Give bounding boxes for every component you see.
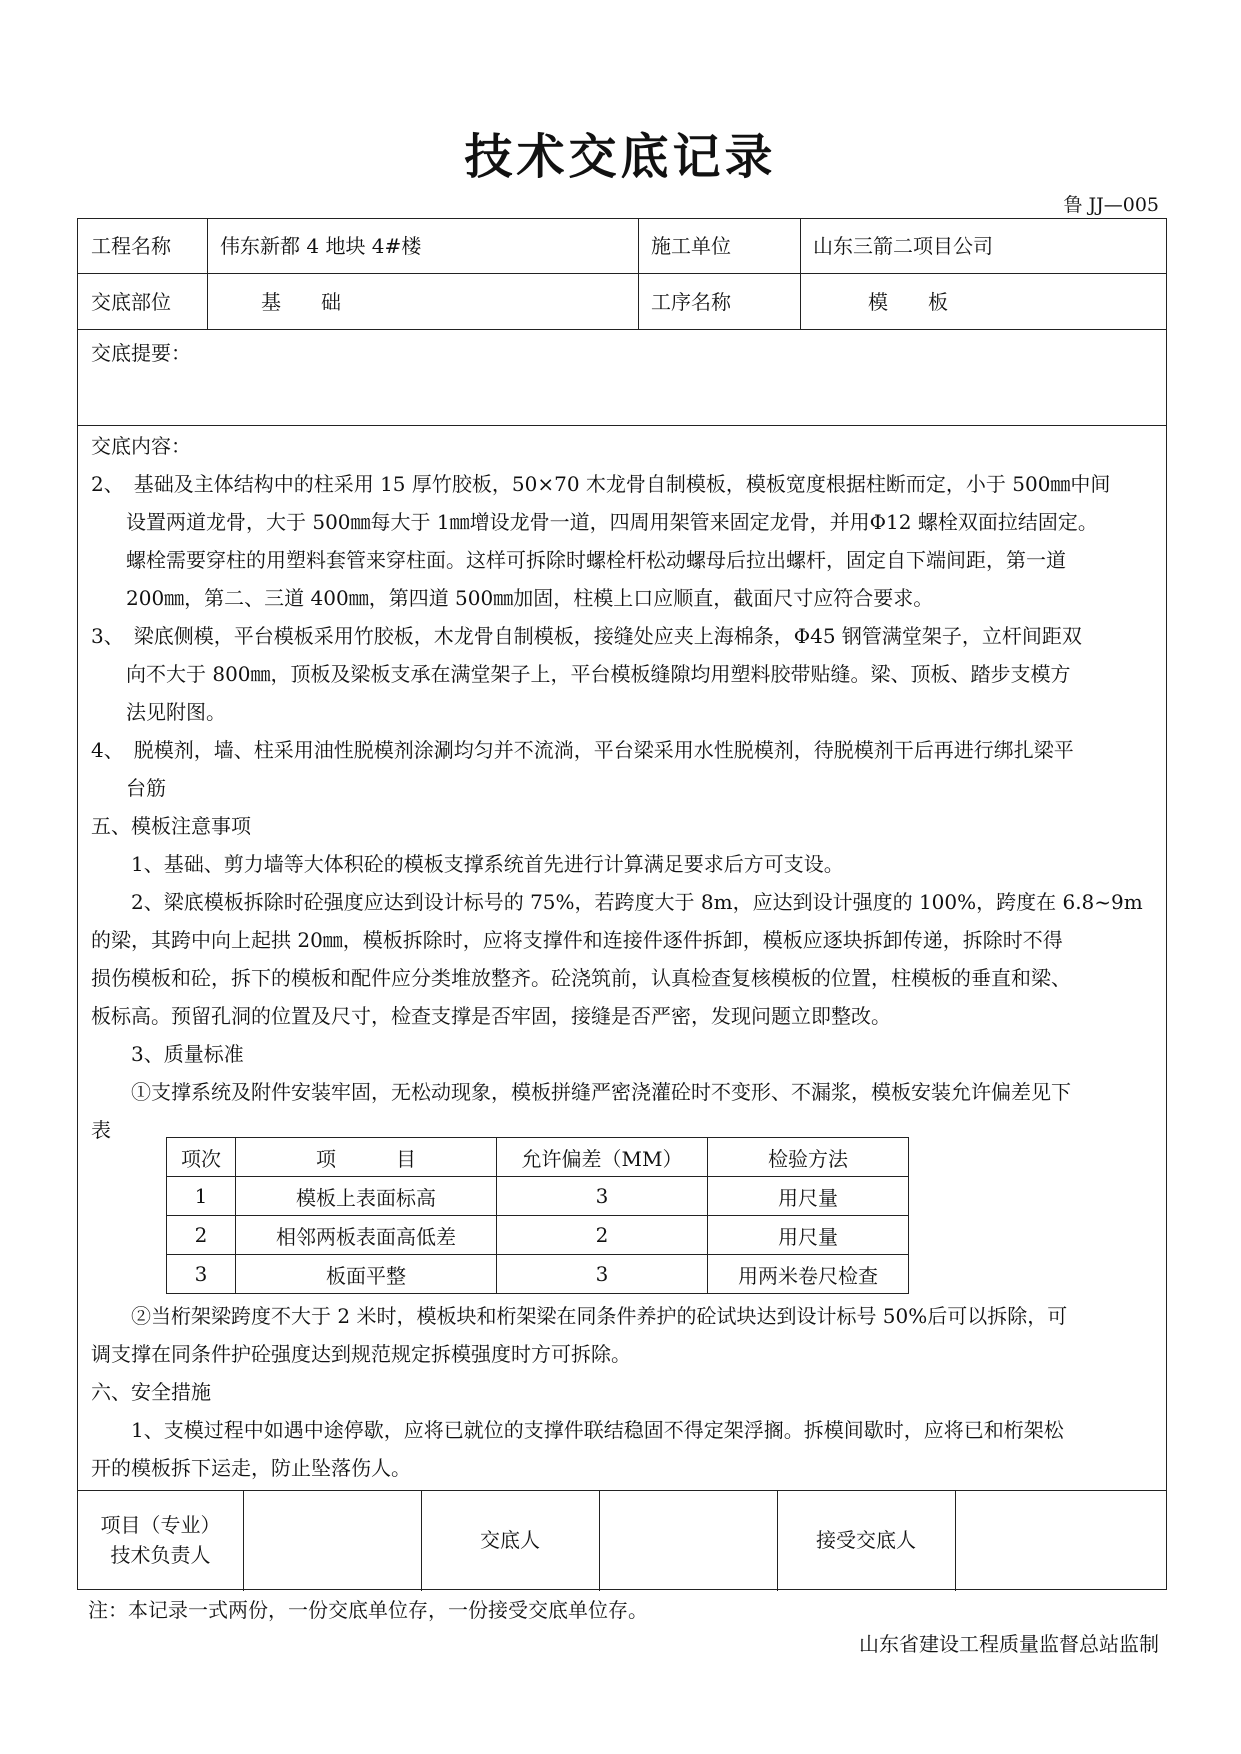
project-name-label: 工程名称 <box>91 234 171 258</box>
content-line: 2、 基础及主体结构中的柱采用 15 厚竹胶板，50×70 木龙骨自制模板，模板宽度根据柱断而定，小于 500㎜中间 <box>91 472 1111 496</box>
content-line: 螺栓需要穿柱的用塑料套管来穿柱面。这样可拆除时螺栓杆松动螺母后拉出螺杆，固定自下端间距，第一道 <box>126 548 1066 572</box>
table-cell: 相邻两板表面高低差 <box>236 1216 497 1255</box>
divider <box>955 1490 956 1591</box>
table-header: 项 目 <box>236 1138 497 1177</box>
divider <box>78 329 1166 330</box>
tech-lead-label-line1: 项目（专业） <box>100 1513 221 1537</box>
table-cell: 用两米卷尺检查 <box>708 1255 909 1294</box>
table-header-row <box>167 1138 909 1177</box>
divider <box>800 219 801 329</box>
table-cell: 2 <box>497 1216 708 1255</box>
section-heading: 五、模板注意事项 <box>91 814 251 838</box>
tech-lead-label-line2: 技术负责人 <box>110 1543 211 1567</box>
table-cell: 用尺量 <box>708 1216 909 1255</box>
content-line: 损伤模板和砼，拆下的模板和配件应分类堆放整齐。砼浇筑前，认真检查复核模板的位置，柱模板的垂直和梁、 <box>91 966 1071 990</box>
content-line: 3、 梁底侧模，平台模板采用竹胶板，木龙骨自制模板，接缝处应夹上海棉条，Φ45 钢管满堂架子，立杆间距双 <box>91 624 1082 648</box>
process-name-label: 工序名称 <box>651 290 731 314</box>
presenter-label: 交底人 <box>480 1528 540 1552</box>
content-line: ①支撑系统及附件安装牢固，无松动现象，模板拼缝严密浇灌砼时不变形、不漏浆，模板安装允许偏差见下 <box>131 1080 1071 1104</box>
form-code: 鲁 JJ—005 <box>1063 194 1159 216</box>
project-name-value: 伟东新都 4 地块 4#楼 <box>220 234 422 258</box>
record-frame <box>77 218 1167 1590</box>
table-cell: 3 <box>497 1255 708 1294</box>
content-label: 交底内容： <box>91 434 191 458</box>
table-cell: 3 <box>497 1177 708 1216</box>
content-line: 4、 脱模剂，墙、柱采用油性脱模剂涂涮均匀并不流淌，平台梁采用水性脱模剂，待脱模剂干后再进行绑扎梁平 <box>91 738 1074 762</box>
table-cell: 用尺量 <box>708 1177 909 1216</box>
section-heading: 3、质量标准 <box>131 1042 244 1066</box>
content-line: 1、基础、剪力墙等大体积砼的模板支撑系统首先进行计算满足要求后方可支设。 <box>131 852 844 876</box>
disclosure-part-value: 基 础 <box>261 290 341 314</box>
table-cell: 1 <box>167 1177 236 1216</box>
issuer-footer: 山东省建设工程质量监督总站监制 <box>859 1632 1159 1656</box>
table-header: 允许偏差（MM） <box>497 1138 708 1177</box>
table-cell: 3 <box>167 1255 236 1294</box>
divider <box>207 219 208 329</box>
content-line: 表 <box>91 1118 111 1142</box>
disclosure-part-label: 交底部位 <box>91 290 171 314</box>
divider <box>78 273 1166 274</box>
content-line: 台筋 <box>126 776 166 800</box>
summary-label: 交底提要： <box>91 341 191 365</box>
content-line: ②当桁架梁跨度不大于 2 米时，模板块和桁架梁在同条件养护的砼试块达到设计标号 50%后可以拆除，可 <box>131 1304 1068 1328</box>
process-name-value: 模 板 <box>868 290 948 314</box>
tech-lead-label <box>78 1510 243 1570</box>
table-row <box>167 1177 909 1216</box>
table-cell: 2 <box>167 1216 236 1255</box>
receiver-label: 接受交底人 <box>816 1528 916 1552</box>
construction-unit-value: 山东三箭二项目公司 <box>813 234 993 258</box>
table-header: 检验方法 <box>708 1138 909 1177</box>
document-title: 技术交底记录 <box>464 129 777 185</box>
table-cell: 模板上表面标高 <box>236 1177 497 1216</box>
divider <box>78 425 1166 426</box>
tolerance-table <box>166 1137 909 1294</box>
content-line: 向不大于 800㎜，顶板及梁板支承在满堂架子上，平台模板缝隙均用塑料胶带贴缝。梁、顶板、踏步支模方 <box>126 662 1071 686</box>
table-cell: 板面平整 <box>236 1255 497 1294</box>
content-line: 设置两道龙骨，大于 500㎜每大于 1㎜增设龙骨一道，四周用架管来固定龙骨，并用Φ12 螺栓双面拉结固定。 <box>126 510 1098 534</box>
content-line: 调支撑在同条件护砼强度达到规范规定拆模强度时方可拆除。 <box>91 1342 631 1366</box>
divider <box>638 219 639 329</box>
footnote: 注：本记录一式两份，一份交底单位存，一份接受交底单位存。 <box>88 1598 648 1622</box>
section-heading: 六、安全措施 <box>91 1380 211 1404</box>
table-row <box>167 1255 909 1294</box>
content-line: 开的模板拆下运走，防止坠落伤人。 <box>91 1456 411 1480</box>
content-line: 200㎜，第二、三道 400㎜，第四道 500㎜加固，柱模上口应顺直，截面尺寸应符合要求。 <box>126 586 934 610</box>
content-line: 1、支模过程中如遇中途停歇，应将已就位的支撑件联结稳固不得定架浮搁。拆模间歇时，应将已和桁架松 <box>131 1418 1064 1442</box>
construction-unit-label: 施工单位 <box>651 234 731 258</box>
table-row <box>167 1216 909 1255</box>
content-line: 的梁，其跨中向上起拱 20㎜，模板拆除时，应将支撑件和连接件逐件拆卸，模板应逐块拆卸传递，拆除时不得 <box>91 928 1063 952</box>
content-line: 2、梁底模板拆除时砼强度应达到设计标号的 75%，若跨度大于 8m，应达到设计强度的 100%，跨度在 6.8~9m <box>131 890 1143 914</box>
table-header: 项次 <box>167 1138 236 1177</box>
divider <box>243 1490 244 1591</box>
content-line: 板标高。预留孔洞的位置及尺寸，检查支撑是否牢固，接缝是否严密，发现问题立即整改。 <box>91 1004 891 1028</box>
content-line: 法见附图。 <box>126 700 226 724</box>
divider <box>599 1490 600 1591</box>
divider <box>78 1490 1166 1491</box>
